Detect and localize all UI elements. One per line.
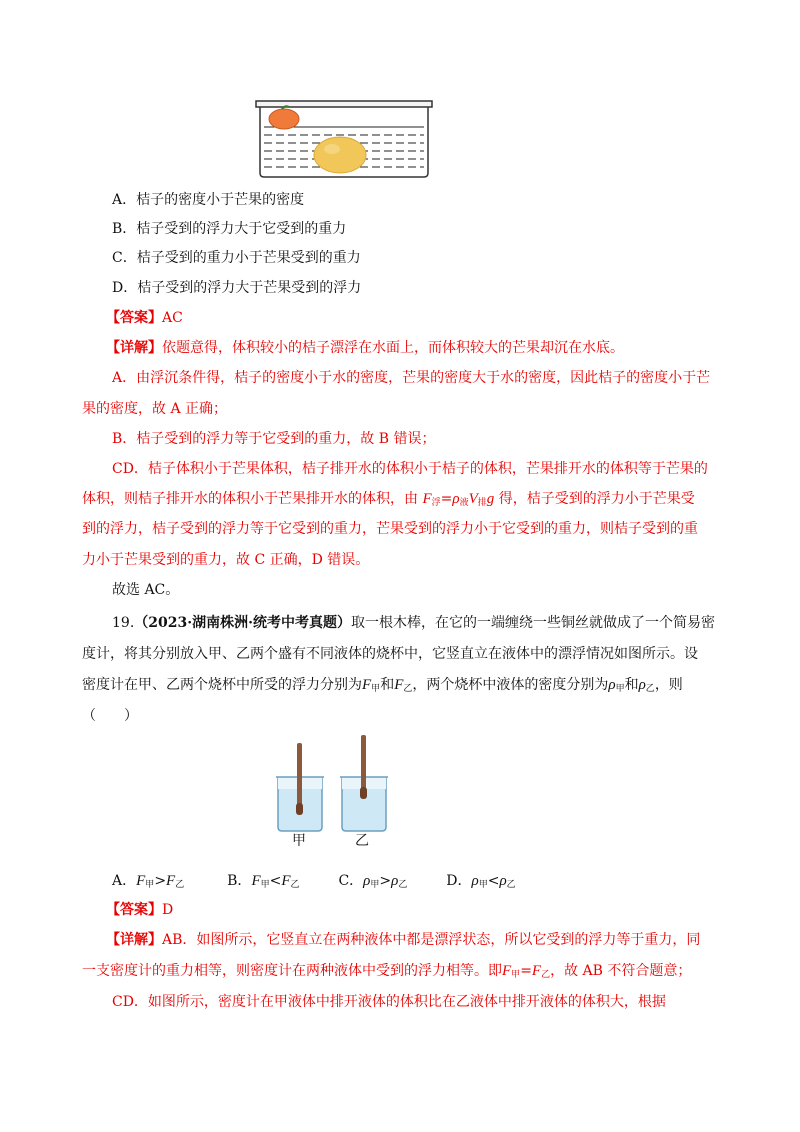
q19-answer: 【答案】D xyxy=(106,902,174,918)
q18-option-d: D．桔子受到的浮力大于芒果受到的浮力 xyxy=(112,280,362,296)
figure-label-jia: 甲 xyxy=(292,833,306,849)
beaker-yi xyxy=(340,735,388,831)
q19-stem-line-3: 密度计在甲、乙两个烧杯中所受的浮力分别为$F_甲$和$F_乙$，两个烧杯中液体的密度分别为$\rho_甲$和$\rho_乙$，则 xyxy=(82,677,683,694)
q18-option-b: B．桔子受到的浮力大于它受到的重力 xyxy=(112,221,347,237)
q18-detail-line-2: A．由浮沉条件得，桔子的密度小于水的密度，芒果的密度大于水的密度，因此桔子的密度小于芒 xyxy=(112,370,711,386)
q18-option-a: A．桔子的密度小于芒果的密度 xyxy=(112,192,305,208)
q18-detail-line-5: CD．桔子体积小于芒果体积，桔子排开水的体积小于桔子的体积，芒果排开水的体积等于芒果的 xyxy=(112,461,708,477)
hydrometer-jia xyxy=(297,743,302,813)
q19-detail-line-1: 【详解】AB．如图所示，它竖直立在两种液体中都是漂浮状态，所以它受到的浮力等于重力，同 xyxy=(106,932,701,948)
q19-option-c: C．$\rho_甲>\rho_乙$ xyxy=(338,873,408,890)
orange-shape xyxy=(269,109,299,129)
q18-conclusion: 故选 AC。 xyxy=(112,582,180,598)
q18-detail-line-1: 【详解】依题意得，体积较小的桔子漂浮在水面上，而体积较大的芒果却沉在水底。 xyxy=(106,340,624,356)
tank-figure xyxy=(254,97,434,179)
q19-detail-line-3: CD．如图所示，密度计在甲液体中排开液体的体积比在乙液体中排开液体的体积大，根据 xyxy=(112,994,666,1010)
mango-shape xyxy=(314,137,366,173)
q19-stem-line-1: 19.（2023·湖南株洲·统考中考真题）取一根木棒，在它的一端缠绕一些铜丝就做成了一个简易密 xyxy=(112,615,715,631)
q18-detail-line-6: 体积，则桔子排开水的体积小于芒果排开水的体积，由 $F_浮=\rho_液V_排g$ 得，桔子受到的浮力小于芒果受 xyxy=(82,491,695,508)
q19-stem-line-2: 度计，将其分别放入甲、乙两个盛有不同液体的烧杯中，它竖直立在液体中的漂浮情况如图所示。设 xyxy=(82,646,698,662)
buoyancy-formula: $F_浮=\rho_液V_排g$ xyxy=(422,491,495,508)
beaker-jia xyxy=(276,743,324,831)
q18-detail-line-3: 果的密度，故 A 正确； xyxy=(82,401,228,417)
q19-option-b: B．$F_甲<F_乙$ xyxy=(227,873,300,890)
q19-options-row xyxy=(112,871,516,895)
q18-detail-line-4: B．桔子受到的浮力等于它受到的重力，故 B 错误； xyxy=(112,431,436,447)
q18-detail-line-7: 到的浮力，桔子受到的浮力等于它受到的重力，芒果受到的浮力小于它受到的重力，则桔子受到的重 xyxy=(82,521,698,537)
q19-option-d: D．$\rho_甲<\rho_乙$ xyxy=(446,873,516,890)
q18-answer: 【答案】AC xyxy=(106,310,183,326)
q18-option-c: C．桔子受到的重力小于芒果受到的重力 xyxy=(112,250,361,266)
figure-label-yi: 乙 xyxy=(355,833,369,849)
q19-blank: （ ） xyxy=(82,708,138,724)
q18-detail-line-8: 力小于芒果受到的重力，故 C 正确，D 错误。 xyxy=(82,552,370,568)
q19-option-a: A．$F_甲>F_乙$ xyxy=(112,873,185,890)
q19-detail-line-2: 一支密度计的重力相等，则密度计在两种液体中受到的浮力相等。即$F_甲=F_乙$，故 AB 不符合题意； xyxy=(82,963,692,980)
